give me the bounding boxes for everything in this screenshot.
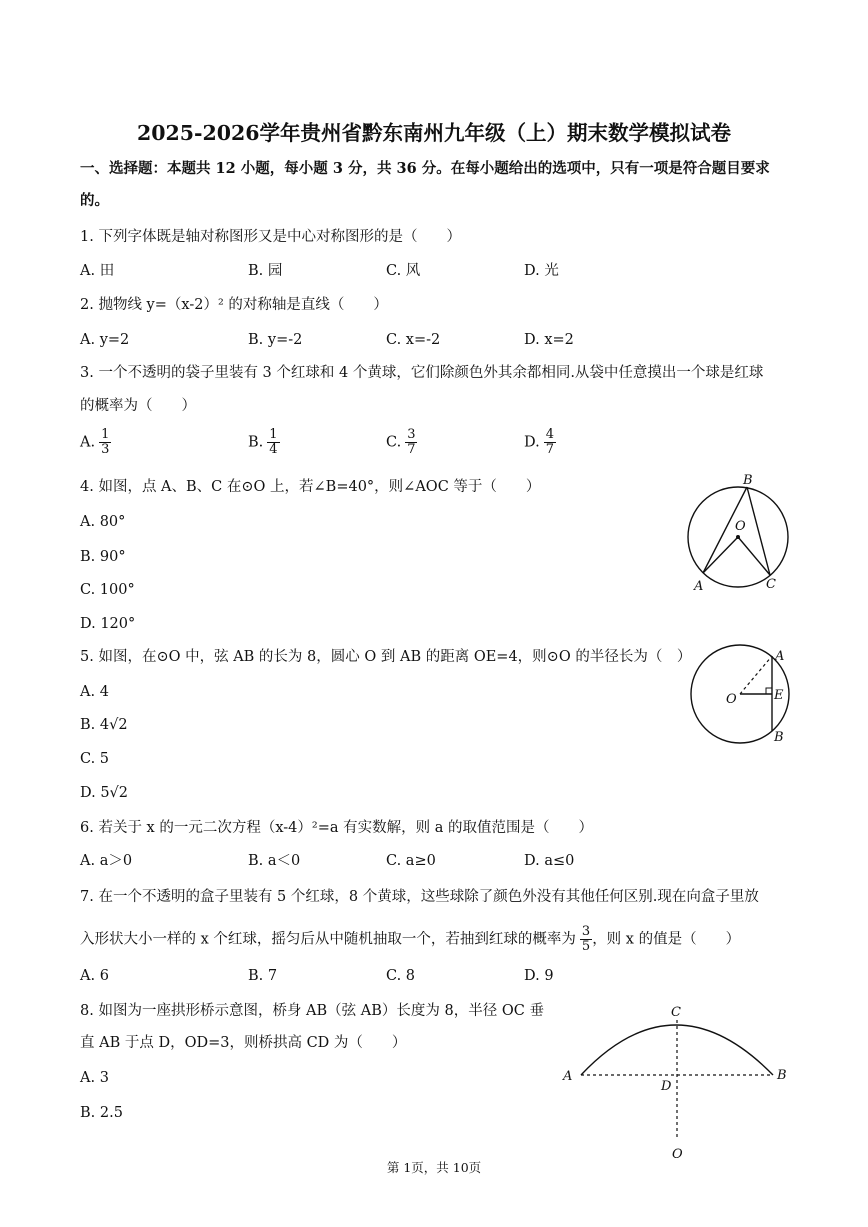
question-8-option-b: B. 2.5 [80, 1105, 123, 1121]
q4-label-o: O [735, 519, 746, 534]
q8-label-b: B [777, 1068, 787, 1083]
question-2-option-c: C. x=-2 [386, 332, 441, 348]
question-6-option-b: B. a＜0 [248, 853, 301, 869]
question-5-option-a: A. 4 [80, 684, 109, 700]
q8-label-o: O [672, 1147, 683, 1162]
question-6-option-a: A. a＞0 [80, 853, 133, 869]
question-3-stem-line2: 的概率为（ ） [80, 398, 196, 414]
section-instructions-line1: 一、选择题：本题共 12 小题，每小题 3 分，共 36 分。在每小题给出的选项中，只有一项是符合题目要求 [80, 160, 770, 177]
question-4-option-a: A. 80° [80, 514, 126, 530]
q5-label-a: A [775, 649, 785, 664]
question-6-stem: 6. 若关于 x 的一元二次方程（x-4）²=a 有实数解，则 a 的取值范围是（ ） [80, 820, 593, 836]
q8-label-d: D [661, 1079, 672, 1094]
question-5-option-b: B. 4√2 [80, 717, 128, 733]
question-4-option-d: D. 120° [80, 616, 136, 632]
question-4-stem: 4. 如图，点 A、B、C 在⊙O 上，若∠B=40°，则∠AOC 等于（ ） [80, 479, 541, 495]
question-1-option-a: A. 田 [80, 263, 115, 279]
question-8-stem-line2: 直 AB 于点 D，OD=3，则桥拱高 CD 为（ ） [80, 1035, 407, 1051]
question-8-stem-line1: 8. 如图为一座拱形桥示意图，桥身 AB（弦 AB）长度为 8，半径 OC 垂 [80, 1003, 544, 1019]
q5-label-b: B [774, 730, 784, 745]
question-4-option-c: C. 100° [80, 582, 135, 598]
q4-label-b: B [743, 473, 753, 488]
q4-center-dot [736, 535, 740, 539]
question-1-option-d: D. 光 [524, 263, 559, 279]
question-3-option-a: A. $\frac{1}{3}$ [80, 427, 110, 457]
section-instructions-line2: 的。 [80, 192, 109, 209]
question-7-option-c: C. 8 [386, 968, 416, 984]
page-footer: 第 1页，共 10页 [386, 1160, 482, 1175]
question-6-option-c: C. a≥0 [386, 853, 436, 869]
question-7-stem-line2: 入形状大小一样的 x 个红球，摇匀后从中随机抽取一个，若抽到红球的概率为 $\frac{3}{5}$ ，则 x 的值是（ ） [80, 924, 741, 954]
question-5-option-c: C. 5 [80, 751, 110, 767]
q5-label-o: O [726, 692, 737, 707]
question-5-stem: 5. 如图，在⊙O 中，弦 AB 的长为 8，圆心 O 到 AB 的距离 OE=4，则⊙O 的半径长为（ ） [80, 649, 692, 665]
question-7-stem-line1: 7. 在一个不透明的盒子里装有 5 个红球，8 个黄球，这些球除了颜色外没有其他任何区别.现在向盒子里放 [80, 889, 759, 905]
q4-label-c: C [766, 577, 776, 592]
question-1-option-b: B. 园 [248, 263, 283, 279]
question-6-option-d: D. a≤0 [524, 853, 575, 869]
q8-label-c: C [671, 1005, 681, 1020]
question-5-figure [680, 640, 810, 750]
question-4-figure [680, 470, 800, 600]
question-1-stem: 1. 下列字体既是轴对称图形又是中心对称图形的是（ ） [80, 229, 461, 245]
question-2-option-d: D. x=2 [524, 332, 574, 348]
page-title: 2025-2026学年贵州省黔东南州九年级（上）期末数学模拟试卷 [136, 121, 732, 145]
question-5-option-d: D. 5√2 [80, 785, 129, 801]
question-2-option-b: B. y=-2 [248, 332, 303, 348]
question-7-option-b: B. 7 [248, 968, 278, 984]
q8-label-a: A [563, 1069, 573, 1084]
q4-segment-ao [703, 537, 738, 573]
question-3-option-b: B. $\frac{1}{4}$ [248, 427, 278, 457]
q4-label-a: A [694, 579, 704, 594]
question-4-option-b: B. 90° [80, 549, 126, 565]
q5-label-e: E [774, 688, 784, 703]
q5-right-angle-mark [766, 688, 772, 694]
question-2-stem: 2. 抛物线 y=（x-2）² 的对称轴是直线（ ） [80, 297, 388, 313]
question-8-option-a: A. 3 [80, 1070, 109, 1086]
question-8-figure [555, 1000, 800, 1165]
question-1-option-c: C. 风 [386, 263, 421, 279]
question-2-option-a: A. y=2 [80, 332, 130, 348]
question-3-option-c: C. $\frac{3}{7}$ [386, 427, 416, 457]
question-3-option-d: D. $\frac{4}{7}$ [524, 427, 554, 457]
question-7-option-a: A. 6 [80, 968, 109, 984]
question-3-stem-line1: 3. 一个不透明的袋子里装有 3 个红球和 4 个黄球，它们除颜色外其余都相同.从袋中任意摸出一个球是红球 [80, 365, 764, 381]
question-7-option-d: D. 9 [524, 968, 554, 984]
